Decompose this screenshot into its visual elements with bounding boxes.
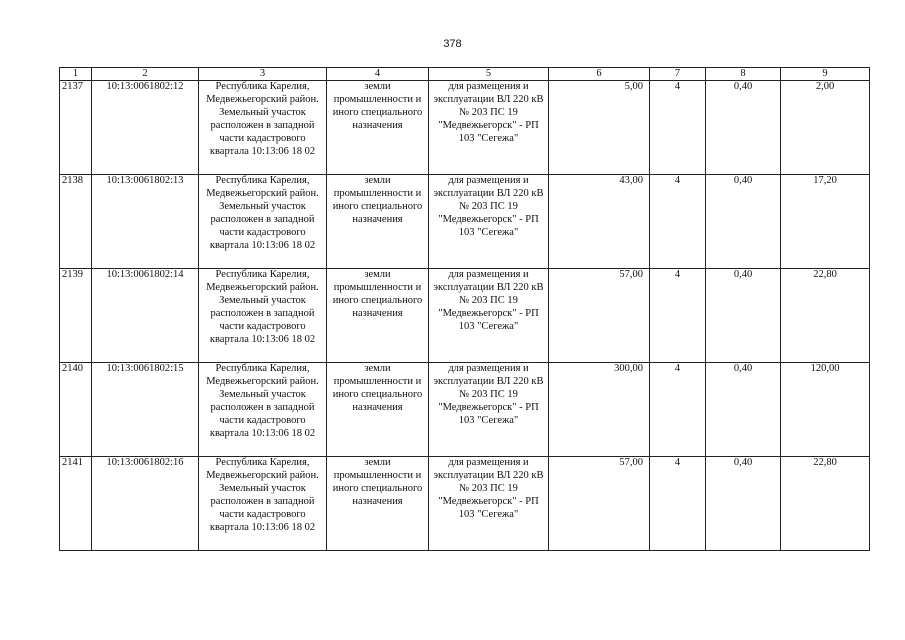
rate-cell: 0,40	[706, 457, 781, 551]
column-header: 7	[650, 68, 706, 81]
column-header: 2	[92, 68, 199, 81]
cadastral-number-cell: 10:13:0061802:13	[92, 175, 199, 269]
permitted-use-cell: для размещения и эксплуатации ВЛ 220 кВ № 203 ПС 19 "Медвежьегорск" - РП 103 "Сегежа"	[429, 269, 549, 363]
amount-cell: 22,80	[781, 269, 870, 363]
table-row	[60, 269, 870, 363]
address-cell: Республика Карелия, Медвежьегорский район. Земельный участок расположен в западной части кадастрового квартала 10:13:06 18 02	[199, 175, 327, 269]
record-number-cell: 2137	[60, 81, 92, 175]
column-header: 5	[429, 68, 549, 81]
amount-cell: 120,00	[781, 363, 870, 457]
land-plot-table	[59, 67, 870, 551]
column-7-cell: 4	[650, 175, 706, 269]
record-number-cell: 2141	[60, 457, 92, 551]
column-header: 1	[60, 68, 92, 81]
amount-cell: 2,00	[781, 81, 870, 175]
amount-cell: 17,20	[781, 175, 870, 269]
land-category-cell: земли промышленности и иного специального назначения	[327, 175, 429, 269]
column-7-cell: 4	[650, 457, 706, 551]
address-cell: Республика Карелия, Медвежьегорский район. Земельный участок расположен в западной части кадастрового квартала 10:13:06 18 02	[199, 457, 327, 551]
area-cell: 43,00	[549, 175, 650, 269]
area-cell: 5,00	[549, 81, 650, 175]
address-cell: Республика Карелия, Медвежьегорский район. Земельный участок расположен в западной части кадастрового квартала 10:13:06 18 02	[199, 81, 327, 175]
area-cell: 300,00	[549, 363, 650, 457]
column-header: 9	[781, 68, 870, 81]
rate-cell: 0,40	[706, 269, 781, 363]
land-category-cell: земли промышленности и иного специального назначения	[327, 269, 429, 363]
permitted-use-cell: для размещения и эксплуатации ВЛ 220 кВ № 203 ПС 19 "Медвежьегорск" - РП 103 "Сегежа"	[429, 81, 549, 175]
address-cell: Республика Карелия, Медвежьегорский район. Земельный участок расположен в западной части кадастрового квартала 10:13:06 18 02	[199, 269, 327, 363]
rate-cell: 0,40	[706, 81, 781, 175]
permitted-use-cell: для размещения и эксплуатации ВЛ 220 кВ № 203 ПС 19 "Медвежьегорск" - РП 103 "Сегежа"	[429, 363, 549, 457]
amount-cell: 22,80	[781, 457, 870, 551]
rate-cell: 0,40	[706, 363, 781, 457]
permitted-use-cell: для размещения и эксплуатации ВЛ 220 кВ № 203 ПС 19 "Медвежьегорск" - РП 103 "Сегежа"	[429, 175, 549, 269]
land-category-cell: земли промышленности и иного специального назначения	[327, 81, 429, 175]
area-cell: 57,00	[549, 269, 650, 363]
area-cell: 57,00	[549, 457, 650, 551]
table-row	[60, 457, 870, 551]
table-row	[60, 175, 870, 269]
land-category-cell: земли промышленности и иного специального назначения	[327, 363, 429, 457]
rate-cell: 0,40	[706, 175, 781, 269]
cadastral-number-cell: 10:13:0061802:16	[92, 457, 199, 551]
cadastral-number-cell: 10:13:0061802:14	[92, 269, 199, 363]
column-7-cell: 4	[650, 269, 706, 363]
cadastral-number-cell: 10:13:0061802:15	[92, 363, 199, 457]
table-row	[60, 81, 870, 175]
record-number-cell: 2139	[60, 269, 92, 363]
land-category-cell: земли промышленности и иного специального назначения	[327, 457, 429, 551]
permitted-use-cell: для размещения и эксплуатации ВЛ 220 кВ № 203 ПС 19 "Медвежьегорск" - РП 103 "Сегежа"	[429, 457, 549, 551]
record-number-cell: 2138	[60, 175, 92, 269]
record-number-cell: 2140	[60, 363, 92, 457]
column-header: 4	[327, 68, 429, 81]
table-row	[60, 363, 870, 457]
column-7-cell: 4	[650, 81, 706, 175]
page-number: 378	[443, 38, 462, 50]
column-number-row	[60, 68, 870, 81]
address-cell: Республика Карелия, Медвежьегорский район. Земельный участок расположен в западной части кадастрового квартала 10:13:06 18 02	[199, 363, 327, 457]
column-header: 6	[549, 68, 650, 81]
cadastral-number-cell: 10:13:0061802:12	[92, 81, 199, 175]
column-7-cell: 4	[650, 363, 706, 457]
column-header: 3	[199, 68, 327, 81]
column-header: 8	[706, 68, 781, 81]
